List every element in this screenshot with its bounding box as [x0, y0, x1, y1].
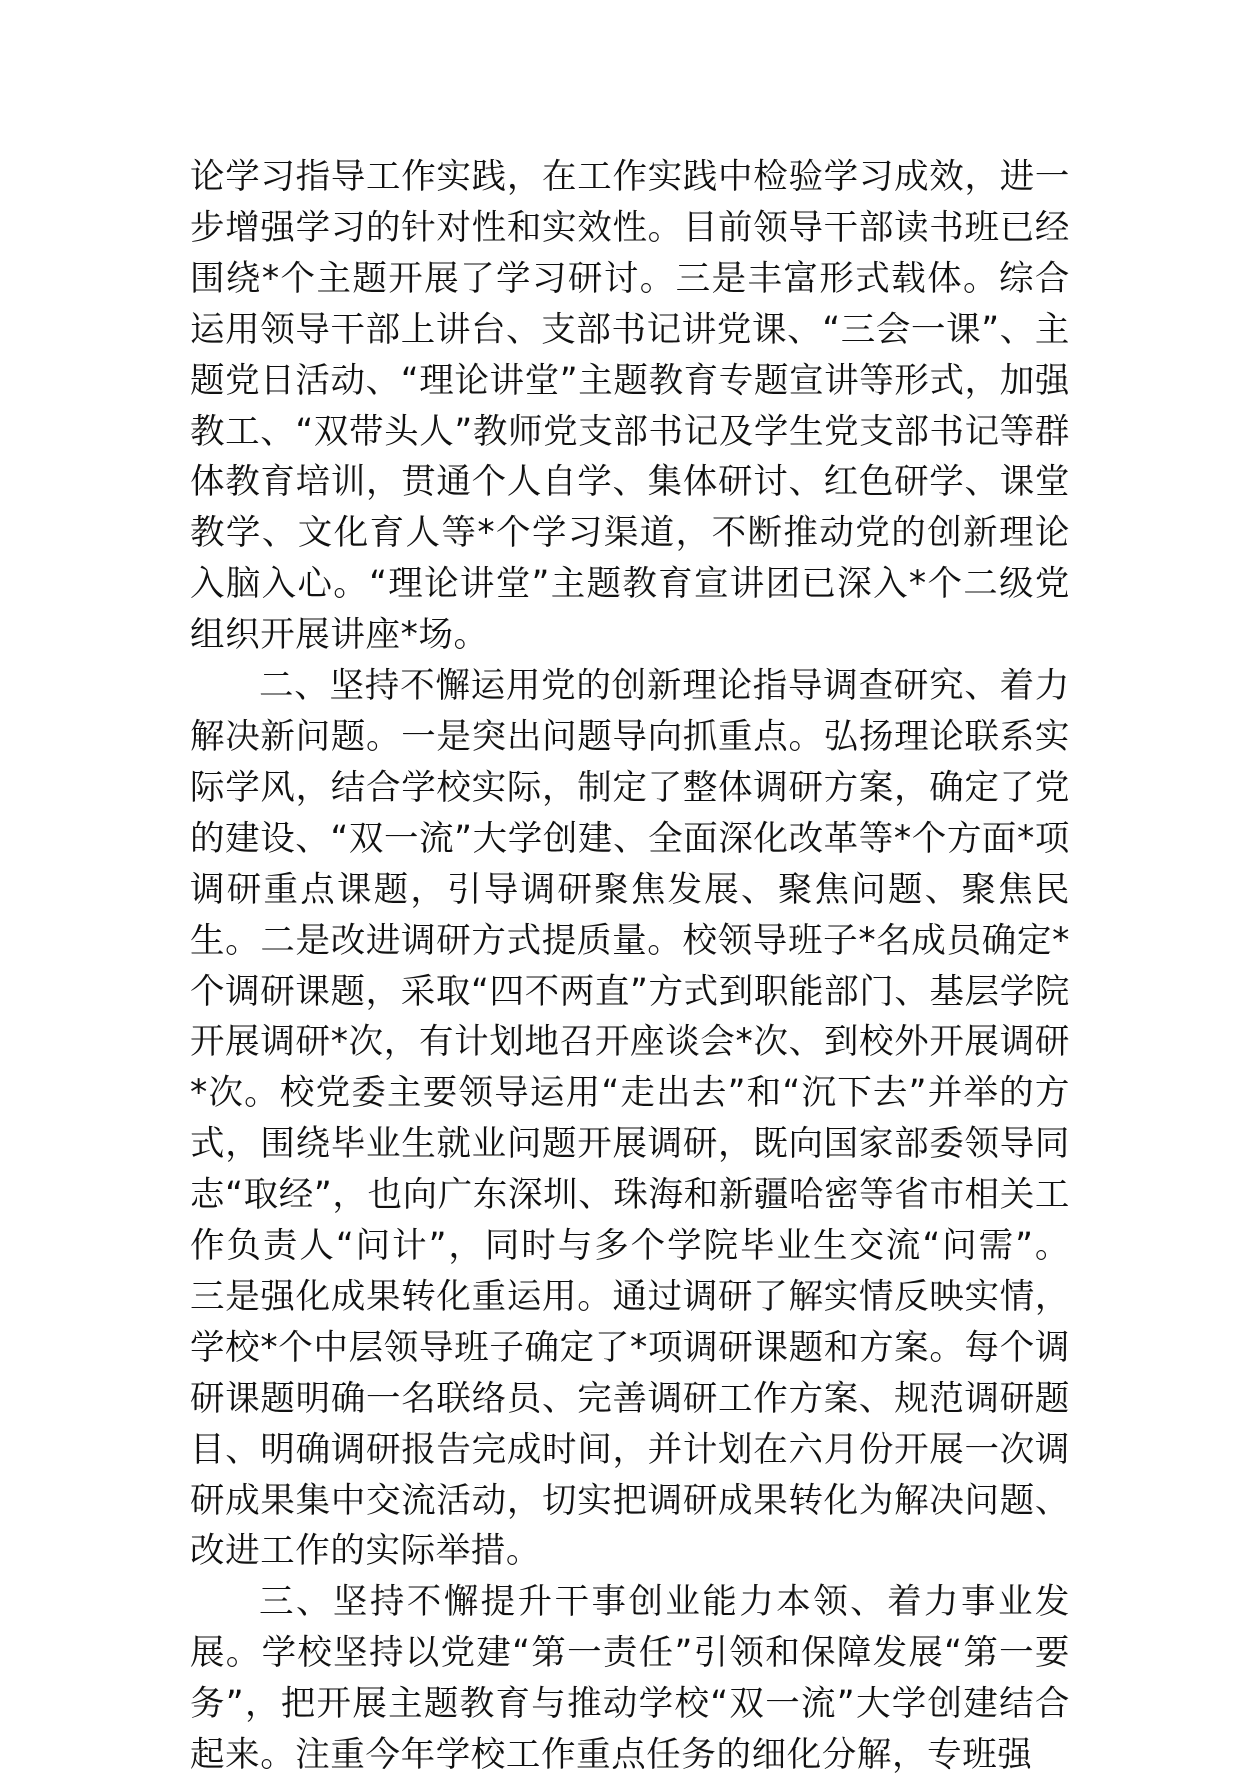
- document-body: [190, 152, 1070, 1781]
- paragraph-3: 三、坚持不懈提升干事创业能力本领、着力事业发展。学校坚持以党建“第一责任”引领和保障发展“第一要务”，把开展主题教育与推动学校“双一流”大学创建结合起来。注重今年学校工作重点任务的细化分解，专班强: [190, 1582, 1070, 1776]
- paragraph-2: 二、坚持不懈运用党的创新理论指导调查研究、着力解决新问题。一是突出问题导向抓重点。弘扬理论联系实际学风，结合学校实际，制定了整体调研方案，确定了党的建设、“双一流”大学创建、全面深化改革等*个方面*项调研重点课题，引导调研聚焦发展、聚焦问题、聚焦民生。二是改进调研方式提质量。校领导班子*名成员确定*个调研课题，采取“四不两直”方式到职能部门、基层学院开展调研*次，有计划地召开座谈会*次、到校外开展调研*次。校党委主要领导运用“走出去”和“沉下去”并举的方式，围绕毕业生就业问题开展调研，既向国家部委领导同志“取经”，也向广东深圳、珠海和新疆哈密等省市相关工作负责人“问计”，同时与多个学院毕业生交流“问需”。三是强化成果转化重运用。通过调研了解实情反映实情，学校*个中层领导班子确定了*项调研课题和方案。每个调研课题明确一名联络员、完善调研工作方案、规范调研题目、明确调研报告完成时间，并计划在六月份开展一次调研成果集中交流活动，切实把调研成果转化为解决问题、改进工作的实际举措。: [190, 666, 1070, 1572]
- paragraph-1: 论学习指导工作实践，在工作实践中检验学习成效，进一步增强学习的针对性和实效性。目前领导干部读书班已经围绕*个主题开展了学习研讨。三是丰富形式载体。综合运用领导干部上讲台、支部书记讲党课、“三会一课”、主题党日活动、“理论讲堂”主题教育专题宣讲等形式，加强教工、“双带头人”教师党支部书记及学生党支部书记等群体教育培训，贯通个人自学、集体研讨、红色研学、课堂教学、文化育人等*个学习渠道，不断推动党的创新理论入脑入心。“理论讲堂”主题教育宣讲团已深入*个二级党组织开展讲座*场。: [190, 157, 1070, 656]
